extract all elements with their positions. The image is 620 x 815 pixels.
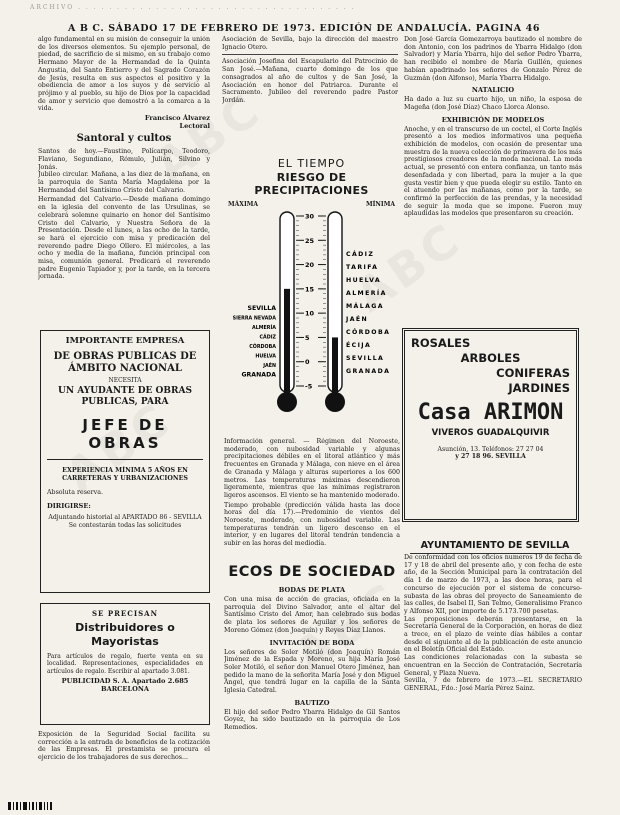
scale-label: 25 — [305, 236, 315, 245]
ad1-needs: NECESITA — [108, 377, 142, 384]
ecos-title: ECOS DE SOCIEDAD — [228, 564, 396, 580]
scale-label: 0 — [305, 358, 310, 367]
bottom-barcode — [8, 802, 608, 810]
max-city-label: SEVILLA — [247, 305, 276, 312]
ad1-position: UN AYUDANTE DE OBRAS PUBLICAS, PARA — [58, 386, 192, 407]
ecos-text — [224, 582, 400, 804]
exhibicion-title: EXHIBICIÓN DE MODELOS — [441, 115, 545, 124]
job-ad-obras-publicas — [40, 330, 210, 593]
scale-label: -5 — [305, 382, 313, 391]
max-city-label: CÓRDOBA — [249, 345, 276, 350]
ad1-experience: EXPERIENCIA MÍNIMA 5 AÑOS EN CARRETERAS Y URBANIZACIONES — [62, 467, 188, 482]
col2-divider — [222, 54, 398, 55]
ad3-brand: Casa ARIMON — [417, 400, 564, 425]
column-1 — [38, 36, 210, 326]
ad3-coniferas: CONIFERAS — [496, 366, 570, 380]
scale-label: 5 — [305, 333, 310, 342]
thermo-max-level — [284, 289, 290, 396]
santoral-text: Santos de hoy.—Faustino, Polícarpo, Teodoro, Flaviano, Segundiano, Rómulo, Julián, Silvino y Jonás. Jubileo circular. Mañana, a las diez de la mañana, en la parroquia de Santa María Magdalena por la Hermandad del Santísimo Cristo del Calvario. — [38, 148, 210, 194]
column-3-top — [404, 36, 582, 324]
min-city-label: HUELVA — [346, 277, 382, 284]
scale-label: 10 — [305, 309, 315, 318]
natalicio-title: NATALICIO — [471, 86, 515, 95]
ad2-body: Para artículos de regalo, fuerte venta en su localidad. Representaciones, especialidades en artículos de regalo. Escribir al apartado 3.081. — [47, 653, 203, 675]
ad3-phones: y 27 18 96. SEVILLA — [455, 453, 526, 460]
min-city-label: JAÉN — [346, 316, 369, 323]
ad3-rosales: ROSALES — [411, 336, 471, 350]
ad1-divider — [47, 459, 203, 460]
ad3-jardines: JARDINES — [508, 381, 570, 395]
weather-text — [224, 438, 400, 568]
thermometer-svg — [224, 208, 399, 438]
ad1-contact-label: DIRIGIRSE: — [47, 502, 91, 510]
archive-strip: ARCHIVO . . . . . . . . . . . . . . . . . . . . . . . . . . . . . . . . . . . . — [30, 4, 356, 11]
max-city-label: SIERRA NEVADA — [232, 316, 276, 322]
ad-casa-arimon — [402, 328, 579, 522]
min-city-label: CÁDIZ — [346, 251, 375, 258]
santoral-title: Santoral y cultos — [76, 133, 172, 145]
ad1-reserve: Absoluta reserva. — [47, 489, 103, 496]
scale-label: 30 — [305, 212, 315, 221]
ecos-text2: Los señores de Soler Motiló (don Joaquín) Román Jiménez de la Espada y Moreno, su hija María José Soler Motiló, el señor don Manuel Otero Jiménez, han pedido la mano de la señorita María José y don Miguel Ángel, que tendrá lugar en la capilla de la Santa Iglesia Catedral. — [224, 648, 400, 695]
ad3-arboles: ARBOLES — [460, 351, 521, 365]
col3-top-text: Don José García Gomezarroya bautizado el nombre de don Antonio, con los padrinos de Ybarra Hidalgo (don Salvador) y María Ybarra, hijo del señor Pedro Ybarra, han recibido el nombre de María Guillén, quienes habían apadrinado los señores de Gonzalo Pérez de Guzmán (don Alfonso), María Ybarra Hidalgo. — [404, 36, 582, 82]
min-city-label: TARIFA — [346, 264, 379, 271]
ad1-title: JEFE DE OBRAS — [82, 416, 168, 452]
weather-labels — [224, 201, 399, 208]
ad-distribuidores — [40, 603, 210, 725]
min-city-label: ÉCIJA — [346, 342, 372, 349]
weather-graphic — [224, 157, 399, 441]
calvario-text: Hermandad del Calvario.—Desde mañana domingo en la iglesia del convento de las Ursulinas, se celebrará solemne quinario en honor del Santísimo Cristo del Calvario, y Nuestra Señora de la Presentación. Desde el lunes, a las ocho de la tarde, se hará el ejercicio con misa y predicación del reverendo padre Diego Ollero. El miércoles, a las ocho y media de la mañana, función principal con misa, comunión general. Predicará el reverendo padre Eugenio Tapiador y, por la tarde, en la tercera jornada. — [38, 196, 210, 281]
min-city-label: GRANADA — [346, 368, 391, 375]
ad2-heading: SE PRECISAN — [92, 609, 158, 618]
weather-probable: Tiempo probable (predicción válida hasta las doce horas del día 17).—Predominio de vientos del Noroeste, moderado, con nubosidad variable. Las temperaturas tendrán un ligero descenso en el interior, y en lugares del litoral tendrán tendencia a subir en las horas del mediodía. — [224, 501, 400, 548]
exhibicion-text: Anoche, y en el transcurso de un coctel, el Corte Inglés presentó a los medios informativos una pequeña exhibición de modelos, con ocasión de presentar una muestra de la nueva colección de primavera de los más prestigiosos creadores de la moda nacional. La moda actual, se presentó con entera confianza, un tanto más desenfadada y con libertad, para la mujer a la que gusta vestir bien y que pueda elegir su estilo. Tanto en el atuendo por las mañanas, como por la tarde, se confirmó la perfección de las prendas, y la necesidad de seguir la moda que se impone. Fueron muy aplaudidas las modelos que presentaron su creación. — [404, 125, 582, 218]
ecos-subtitle: BODAS DE PLATA — [278, 586, 346, 594]
min-city-label: CÓRDOBA — [346, 329, 391, 336]
scale-label: 20 — [305, 261, 315, 270]
ecos-text1: Con una misa de acción de gracias, oficiada en la parroquia del Divino Salvador, ante el altar del Santísimo Cristo del Amor, han celebrado sus bodas de plata los señores de Aguilar y los señores de Moreno Gómez (don Joaquín) y Reyes Díaz Llanos. — [224, 596, 400, 634]
max-city-label: GRANADA — [241, 371, 276, 379]
scale-label: 15 — [305, 285, 315, 294]
weather-title: EL TIEMPO — [277, 157, 346, 170]
signature: Francisco Álvarez Lectoral — [144, 114, 210, 130]
ad3-address: Asunción, 13. Teléfonos: 27 27 04 — [437, 446, 544, 453]
min-city-label: SEVILLA — [346, 355, 385, 362]
bautizo-title: BAUTIZO — [294, 698, 330, 707]
max-city-label: HUELVA — [255, 354, 276, 360]
ad3-viveros: VIVEROS GUADALQUIVIR — [431, 428, 550, 438]
page-header: A B C. SÁBADO 17 DE FEBRERO DE 1973. EDICIÓN DE ANDALUCÍA. PAGINA 46 — [68, 23, 541, 34]
max-city-label: JAÉN — [263, 364, 276, 369]
ad1-sector: DE OBRAS PUBLICAS DE ÁMBITO NACIONAL — [53, 351, 197, 374]
ad2-title: Distribuidores o Mayoristas — [75, 621, 175, 648]
weather-general: Información general. — Régimen del Noroeste, moderado, con nubosidad variable y algunas precipitaciones débiles en el litoral atlántico y más frecuentes en Granada y Málaga, con nieve en el área de Granada y Málaga y alturas superiores a los 600 metros. Las temperaturas máximas descendieron ligeramente, mientras que las mínimas registraron ligeros ascensos. El viento se ha mantenido moderado. — [224, 438, 400, 499]
invitacion-title: INVITACIÓN DE BODA — [269, 638, 355, 647]
ad2-contact: PUBLICIDAD S. A. Apartado 2.685 BARCELONA — [61, 677, 189, 694]
ad1-contact: Adjuntando historial al APARTADO 86 - SEVILLA Se contestarán todas las solicitudes — [48, 514, 202, 529]
min-city-label: ALMERÍA — [346, 290, 387, 297]
thermo-min-level — [332, 337, 338, 396]
label-max: MÁXIMA — [228, 201, 259, 208]
ecos-text3: El hijo del señor Pedro Ybarra Hidalgo de Gil Santos Goyez, ha sido bautizado en la parroquia de Los Remedios. — [224, 708, 400, 732]
max-city-label: ALMERÍA — [251, 326, 276, 331]
min-city-label: MÁLAGA — [346, 303, 384, 310]
column-2-top — [222, 36, 398, 156]
col2-top-text: Asociación de Sevilla, bajo la dirección del maestro Ignacio Otero. — [222, 36, 398, 51]
ayuntamiento-text: De conformidad con los oficios numeros 19 de fecha de 17 y 18 de abril del presente año, y con fecha de este año, de la Sección Municipal para la contratación del día 1 de marzo de 1973, a las doce horas, para el concurso de ejecución por el sistema de concurso-subasta de las obras del proyecto de Saneamiento de las calles, de Isabel II, San Telmo, Generalísimo Franco y Alfonso XII, por importe de 5.173.700 pesetas. Las proposiciones deberán presentarse, en la Secretaría General de la Corporación, en horas de diez a trece, en el plazo de veinte días hábiles a contar desde el siguiente al de la publicación de este anuncio en el Boletín Oficial del Estado. Las condiciones relacionadas con la subasta se encuentran en la Sección de Contratación, Secretaría General, y Plaza Nueva. Sevilla, 7 de febrero de 1973.—EL SECRETARIO GENERAL, Fdo.: José María Pérez Sainz. — [404, 554, 582, 692]
ad1-company: IMPORTANTE EMPRESA — [65, 336, 185, 346]
column1-bottom-text: Exposición de la Seguridad Social facilita su corrección a la entrada de beneficios de la cotización de las Empresas. El prestamista se procura el ejercicio de los trabajadores de sus derechos... — [38, 731, 210, 762]
weather-subtitle: RIESGO DE PRECIPITACIONES — [254, 171, 369, 197]
natalicio-text: Ha dado a luz su cuarto hijo, un niño, la esposa de Mageña (don José Díaz) Chaco Llorca Alonso. — [404, 96, 582, 111]
ayuntamiento-title: AYUNTAMIENTO DE SEVILLA — [410, 540, 580, 554]
asociacion-text: Asociación Josefina del Escapulario del Patrocinio de San José.—Mañana, cuarto domingo de los que consagrados al año de cultos y de San José, la Asociación en honor del Patriarca. Durante el Sacramento. Jubileo del reverendo padre Pastor Jordán. — [222, 58, 398, 104]
column1-intro: algo fundamental en su misión de conseguir la unión de los diversos elementos. Su ejemplo personal, de piedad, de sacrificio de si mismo, en su trabajo como Hermano Mayor de la Hermandad de la Quinta Angustia, del Santo Entierro y del Sagrado Corazón de Jesús, resulta en sus aspectos el positivo y la obediencia de amor a los suyos y de servicio al prójimo y al pueblo, su hijo de Dios por la capacidad de amor y servicio que demostró a la comarca a la vida. — [38, 36, 210, 113]
max-city-label: CÁDIZ — [259, 335, 276, 341]
label-min: MÍNIMA — [365, 201, 395, 208]
